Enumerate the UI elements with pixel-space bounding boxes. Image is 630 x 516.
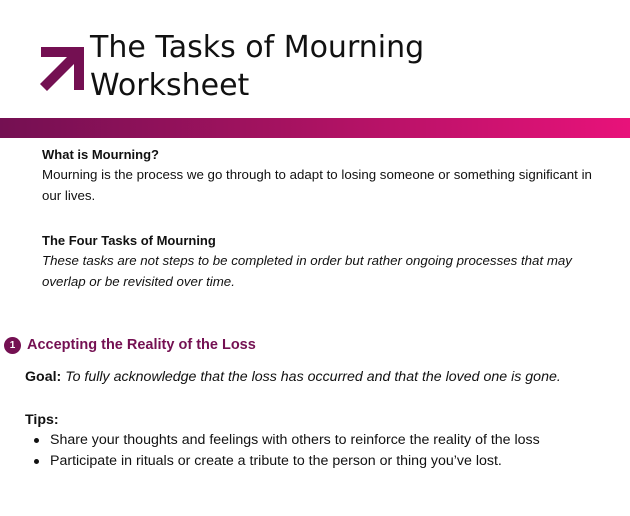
header-gradient-band (0, 118, 630, 138)
list-item: Share your thoughts and feelings with others to reinforce the reality of the loss (30, 430, 540, 451)
task-1-goal (25, 367, 561, 387)
task-number-badge: 1 (4, 337, 21, 354)
title-line-2: Worksheet (90, 68, 250, 103)
intro-text: Mourning is the process we go through to adapt to losing someone or something significant in our lives. (42, 167, 592, 203)
tips-label: Tips: (25, 412, 59, 428)
goal-label: Goal: (25, 369, 62, 385)
four-tasks-text: These tasks are not steps to be completed in order but rather ongoing processes that may overlap or be revisited over time. (42, 253, 572, 289)
tips-list (30, 430, 540, 472)
intro-heading: What is Mourning? (42, 147, 159, 162)
four-tasks-heading: The Four Tasks of Mourning (42, 233, 216, 248)
task-1-header (4, 335, 256, 355)
arrow-up-right-icon (36, 45, 86, 95)
task-1-heading: Accepting the Reality of the Loss (27, 337, 256, 353)
goal-text: To fully acknowledge that the loss has occurred and that the loved one is gone. (65, 369, 561, 385)
title-line-1: The Tasks of Mourning (90, 30, 425, 65)
page-title (90, 29, 424, 105)
list-item: Participate in rituals or create a tribute to the person or thing you’ve lost. (30, 451, 540, 472)
